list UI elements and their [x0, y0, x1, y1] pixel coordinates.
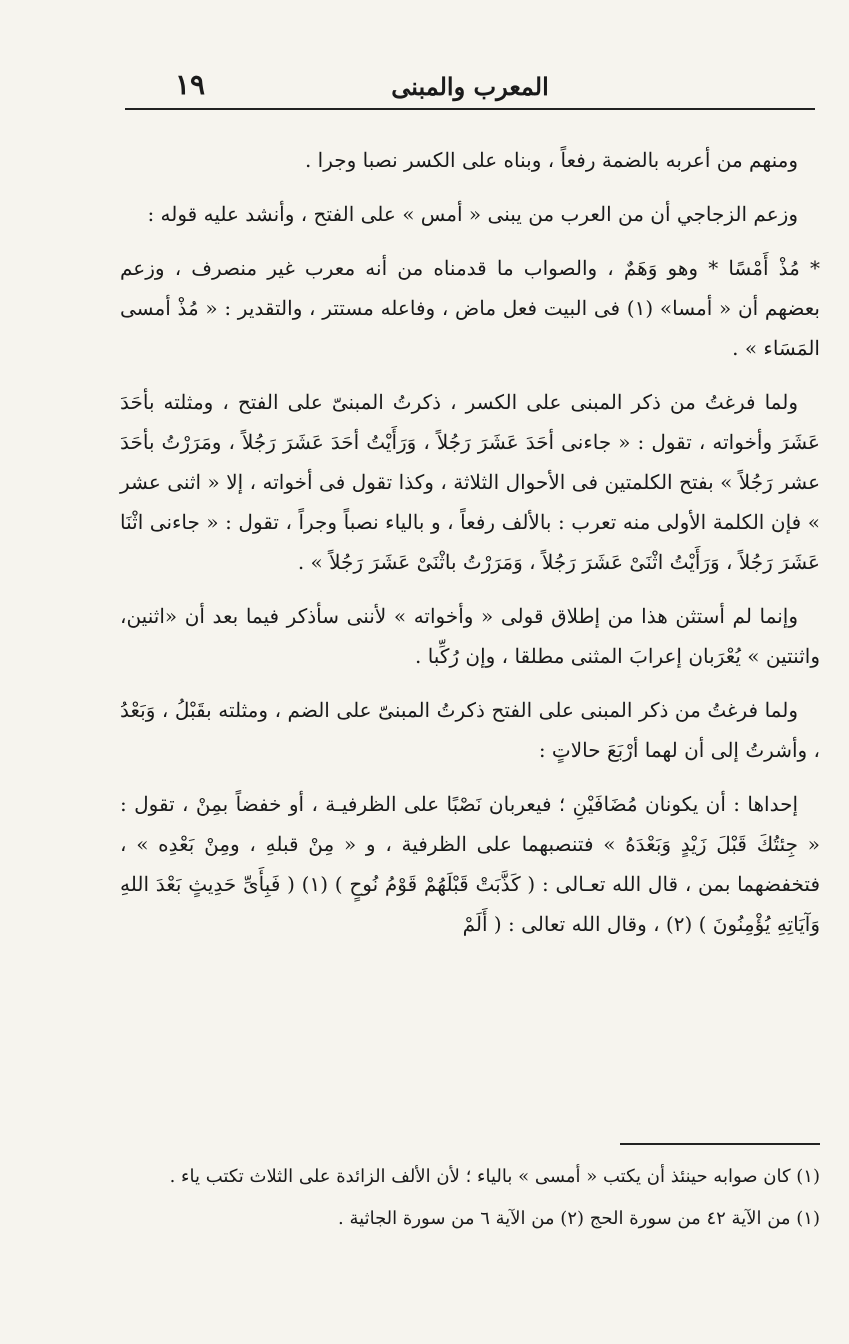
paragraph: وإنما لم أستثن هذا من إطلاق قولى « وأخواته » لأننى سأذكر فيما بعد أن «اثنين، واثنتين » يُعْرَبان إعرابَ المثنى مطلقا ، وإن رُكِّبا .	[120, 604, 820, 668]
paragraph: ومنهم من أعربه بالضمة رفعاً ، وبناه على الكسر نصبا وجرا .	[304, 148, 798, 172]
footnote-separator	[620, 1143, 820, 1145]
main-text	[120, 140, 820, 958]
footnotes	[120, 1160, 820, 1244]
page-header	[125, 62, 815, 110]
paragraph: إحداها : أن يكونان مُضَافَيْنِ ؛ فيعربان نَصْبًا على الظرفيـة ، أو خفضاً بمِنْ ، تقول : « جِئتُكَ قَبْلَ زَيْدٍ وَبَعْدَهُ » فتنصبهما على الظرفية ، و « مِنْ قبلهِ ، ومِنْ بَعْدِه » ، فتخفضهما بمن ، قال الله تعـالى : ( كَذَّبَتْ قَبْلَهُمْ قَوْمُ نُوحٍ ) (١) ( فَبِأَىِّ حَدِيثٍ بَعْدَ اللهِ وَآيَاتِهِ يُؤْمِنُونَ ) (٢) ، وقال الله تعالى : ( أَلَمْ	[120, 792, 821, 936]
running-title: المعرب والمبنى	[391, 72, 549, 101]
page-number: ١٩	[175, 68, 206, 101]
paragraph: * مُذْ أَمْسًا * وهو وَهَمٌ ، والصواب ما قدمناه من أنه معرب غير منصرف ، وزعم بعضهم أن « أمسا» (١) فى البيت فعل ماض ، وفاعله مستتر ، والتقدير : « مُذْ أمسى المَسَاء » .	[120, 256, 820, 360]
paragraph: وزعم الزجاجي أن من العرب من يبنى « أمس » على الفتح ، وأنشد عليه قوله :	[147, 202, 798, 226]
footnote: (١) من الآية ٤٢ من سورة الحج (٢) من الآية ٦ من سورة الجاثية .	[338, 1208, 820, 1229]
paragraph: ولما فرغتُ من ذكر المبنى على الفتح ذكرتُ المبنىّ على الضم ، ومثلته بقَبْلُ ، وَبَعْدُ ، وأشرتُ إلى أن لهما أرْبَعَ حالاتٍ :	[120, 698, 820, 762]
paragraph: ولما فرغتُ من ذكر المبنى على الكسر ، ذكرتُ المبنىّ على الفتح ، ومثلته بأحَدَ عَشَرَ وأخواته ، تقول : « جاءنى أحَدَ عَشَرَ رَجُلاً ، وَرَأَيْتُ أحَدَ عَشَرَ رَجُلاً ، ومَرَرْتُ بأحَدَ عشر رَجُلاً » بفتح الكلمتين فى الأحوال الثلاثة ، وكذا تقول فى أخواته ، إلا « اثنى عشر » فإن الكلمة الأولى منه تعرب : بالألف رفعاً ، و بالياء نصباً وجراً ، تقول : « جاءنى اثْنَا عَشَرَ رَجُلاً ، وَرَأَيْتُ اثْنَىْ عَشَرَ رَجُلاً ، وَمَرَرْتُ باثْنَىْ عَشَرَ رَجُلاً » .	[120, 390, 820, 574]
footnote: (١) كان صوابه حينئذ أن يكتب « أمسى » بالياء ؛ لأن الألف الزائدة على الثلاث تكتب ياء .	[169, 1166, 820, 1187]
